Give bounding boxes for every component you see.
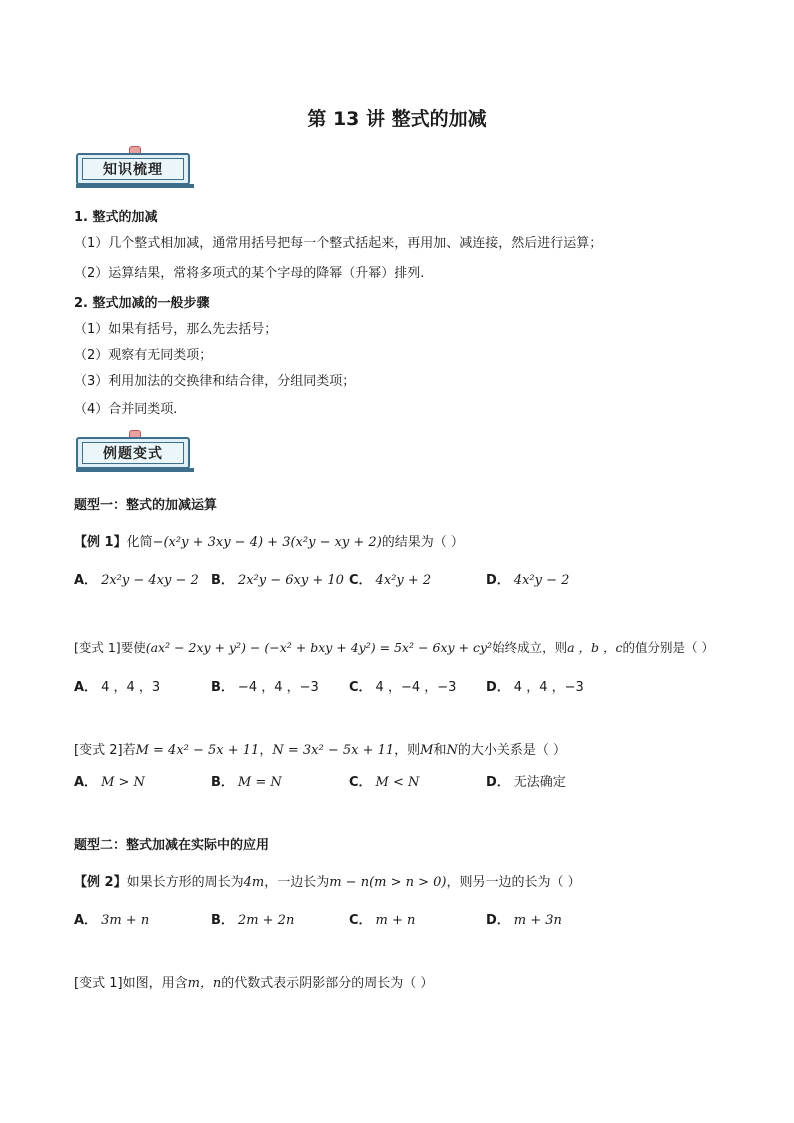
example1-option-a[interactable]: A． 2x²y − 4xy − 2 bbox=[74, 573, 199, 588]
example2-option-c[interactable]: C． m + n bbox=[349, 913, 416, 928]
section2-heading: 2. 整式加减的一般步骤 bbox=[74, 296, 210, 311]
page-title: 第 13 讲 整式的加减 bbox=[307, 108, 487, 130]
section1-p1: （1）几个整式相加减，通常用括号把每一个整式括起来，再用加、减连接，然后进行运算； bbox=[74, 236, 603, 251]
type2-variation1-question: [变式 1]如图，用含m，n的代数式表示阴影部分的周长为（ ） bbox=[74, 976, 434, 991]
section1-heading: 1. 整式的加减 bbox=[74, 210, 158, 225]
example1-option-b[interactable]: B． 2x²y − 6xy + 10 bbox=[211, 573, 344, 588]
variation2-question: [变式 2]若M = 4x² − 5x + 11，N = 3x² − 5x + 11，则M和N的大小关系是（ ） bbox=[74, 743, 567, 758]
examples-badge bbox=[76, 430, 194, 472]
knowledge-badge bbox=[76, 146, 194, 188]
example2-question: 【例 2】如果长方形的周长为4m，一边长为m − n(m > n > 0)，则另一边的长为（ ） bbox=[74, 875, 581, 890]
variation2-option-b[interactable]: B． M = N bbox=[211, 775, 282, 790]
variation1-expression: (ax² − 2xy + y²) − (−x² + bxy + 4y²) = 5x² − 6xy + cy² bbox=[145, 640, 493, 655]
examples-badge-label: 例题变式 bbox=[82, 442, 184, 464]
variation2-option-c[interactable]: C． M < N bbox=[349, 775, 420, 790]
type1-heading: 题型一：整式的加减运算 bbox=[74, 498, 218, 513]
example1-option-d[interactable]: D． 4x²y − 2 bbox=[486, 573, 570, 588]
example2-option-a[interactable]: A． 3m + n bbox=[74, 913, 150, 928]
variation1-option-b[interactable]: B． −4 ，4 ，−3 bbox=[211, 680, 319, 695]
type2-variation1-tag: [变式 1] bbox=[74, 976, 123, 991]
variation1-option-d[interactable]: D． 4 ，4 ，−3 bbox=[486, 680, 584, 695]
variation2-option-d[interactable]: D． 无法确定 bbox=[486, 775, 566, 790]
example1-pre: 化简 bbox=[126, 535, 153, 550]
section2-step4: （4）合并同类项. bbox=[74, 402, 178, 417]
example1-post: 的结果为（ ） bbox=[381, 535, 464, 550]
example2-option-b[interactable]: B． 2m + 2n bbox=[211, 913, 295, 928]
variation1-option-c[interactable]: C． 4 ，−4 ，−3 bbox=[349, 680, 457, 695]
variation2-tag: [变式 2] bbox=[74, 743, 123, 758]
example2-tag: 【例 2】 bbox=[74, 875, 127, 890]
section1-p2: （2）运算结果，常将多项式的某个字母的降幂（升幂）排列. bbox=[74, 266, 425, 281]
example1-option-c[interactable]: C． 4x²y + 2 bbox=[349, 573, 432, 588]
section2-step3: （3）利用加法的交换律和结合律，分组同类项； bbox=[74, 374, 356, 389]
section2-step2: （2）观察有无同类项； bbox=[74, 348, 213, 363]
section2-step1: （1）如果有括号，那么先去括号； bbox=[74, 322, 278, 337]
example1-tag: 【例 1】 bbox=[74, 535, 127, 550]
variation1-option-a[interactable]: A． 4 ，4 ，3 bbox=[74, 680, 161, 695]
example1-question bbox=[74, 531, 464, 550]
variation1-tag: [变式 1] bbox=[74, 640, 121, 655]
type2-heading: 题型二：整式加减在实际中的应用 bbox=[74, 838, 270, 853]
example2-option-d[interactable]: D． m + 3n bbox=[486, 913, 562, 928]
example1-expression: −(x²y + 3xy − 4) + 3(x²y − xy + 2) bbox=[152, 535, 382, 550]
variation2-option-a[interactable]: A． M > N bbox=[74, 775, 145, 790]
knowledge-badge-label: 知识梳理 bbox=[82, 158, 184, 180]
variation1-question: [变式 1]要使(ax² − 2xy + y²) − (−x² + bxy + 4y²) = 5x² − 6xy + cy²始终成立，则a ，b ，c的值分别是（ ） bbox=[74, 640, 714, 655]
